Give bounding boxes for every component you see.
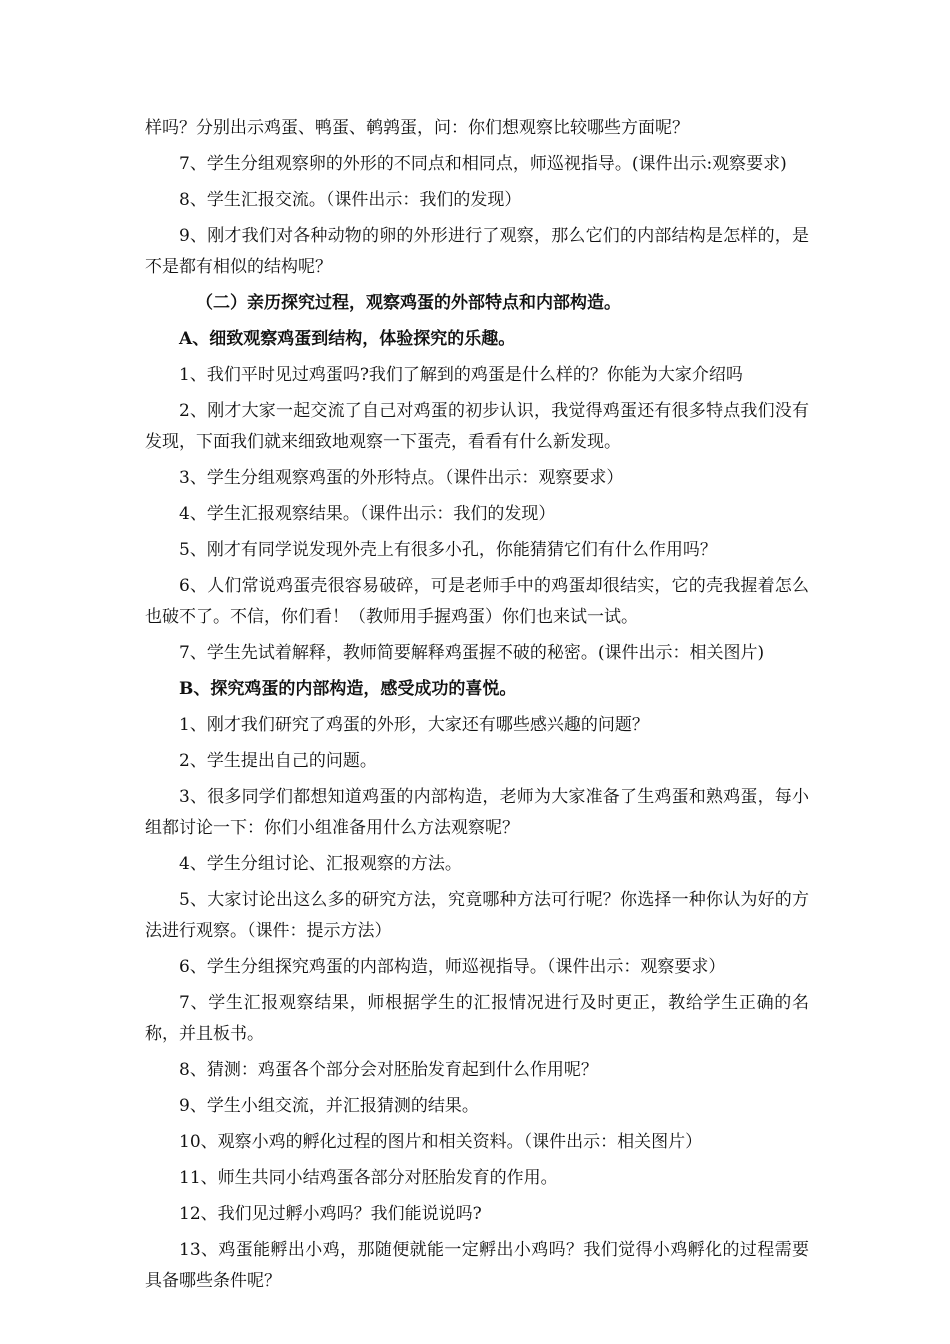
paragraph: 5、刚才有同学说发现外壳上有很多小孔，你能猜猜它们有什么作用吗？: [179, 540, 717, 560]
paragraph: 3、很多同学们都想知道鸡蛋的内部构造，老师为大家准备了生鸡蛋和熟鸡蛋，每小组都讨论一下：你们小组准备用什么方法观察呢？: [145, 787, 809, 838]
paragraph: 9、刚才我们对各种动物的卵的外形进行了观察，那么它们的内部结构是怎样的，是不是都有相似的结构呢？: [145, 226, 809, 277]
paragraph: 7、学生先试着解释，教师简要解释鸡蛋握不破的秘密。(课件出示：相关图片): [179, 643, 765, 663]
paragraph: 9、学生小组交流，并汇报猜测的结果。: [179, 1096, 479, 1116]
paragraph: 7、学生汇报观察结果，师根据学生的汇报情况进行及时更正，教给学生正确的名称，并且板书。: [145, 993, 809, 1044]
paragraph: 11、师生共同小结鸡蛋各部分对胚胎发育的作用。: [179, 1168, 558, 1188]
subsection-heading: A、细致观察鸡蛋到结构，体验探究的乐趣。: [179, 329, 516, 349]
document-body: [145, 113, 809, 1302]
paragraph: 10、观察小鸡的孵化过程的图片和相关资料。（课件出示：相关图片）: [179, 1132, 703, 1152]
paragraph: 4、学生汇报观察结果。（课件出示：我们的发现）: [179, 504, 556, 524]
paragraph: 6、学生分组探究鸡蛋的内部构造，师巡视指导。（课件出示：观察要求）: [179, 957, 726, 977]
paragraph: 8、学生汇报交流。（课件出示：我们的发现）: [179, 190, 522, 210]
paragraph: 13、鸡蛋能孵出小鸡，那随便就能一定孵出小鸡吗？我们觉得小鸡孵化的过程需要具备哪些条件呢？: [145, 1240, 809, 1291]
subsection-heading: B、探究鸡蛋的内部构造，感受成功的喜悦。: [179, 679, 517, 699]
paragraph: 4、学生分组讨论、汇报观察的方法。: [179, 854, 462, 874]
paragraph: 8、猜测：鸡蛋各个部分会对胚胎发育起到什么作用呢？: [179, 1060, 598, 1080]
paragraph: 12、我们见过孵小鸡吗？我们能说说吗?: [179, 1204, 482, 1224]
paragraph: 1、刚才我们研究了鸡蛋的外形，大家还有哪些感兴趣的问题？: [179, 715, 649, 735]
paragraph: 5、大家讨论出这么多的研究方法，究竟哪种方法可行呢？你选择一种你认为好的方法进行观察。（课件：提示方法）: [145, 890, 809, 941]
paragraph: 3、学生分组观察鸡蛋的外形特点。（课件出示：观察要求）: [179, 468, 624, 488]
paragraph: 2、学生提出自己的问题。: [179, 751, 377, 771]
paragraph: 7、学生分组观察卵的外形的不同点和相同点，师巡视指导。(课件出示:观察要求): [179, 154, 787, 174]
paragraph: 1、我们平时见过鸡蛋吗?我们了解到的鸡蛋是什么样的？你能为大家介绍吗: [179, 365, 743, 385]
paragraph: 2、刚才大家一起交流了自己对鸡蛋的初步认识，我觉得鸡蛋还有很多特点我们没有发现，下面我们就来细致地观察一下蛋壳，看看有什么新发现。: [145, 401, 809, 452]
section-heading: （二）亲历探究过程，观察鸡蛋的外部特点和内部构造。: [196, 293, 621, 313]
paragraph: 样吗？分别出示鸡蛋、鸭蛋、鹌鹑蛋，问：你们想观察比较哪些方面呢？: [145, 118, 689, 138]
paragraph: 6、人们常说鸡蛋壳很容易破碎，可是老师手中的鸡蛋却很结实，它的壳我握着怎么也破不了。不信，你们看！（教师用手握鸡蛋）你们也来试一试。: [145, 576, 809, 627]
